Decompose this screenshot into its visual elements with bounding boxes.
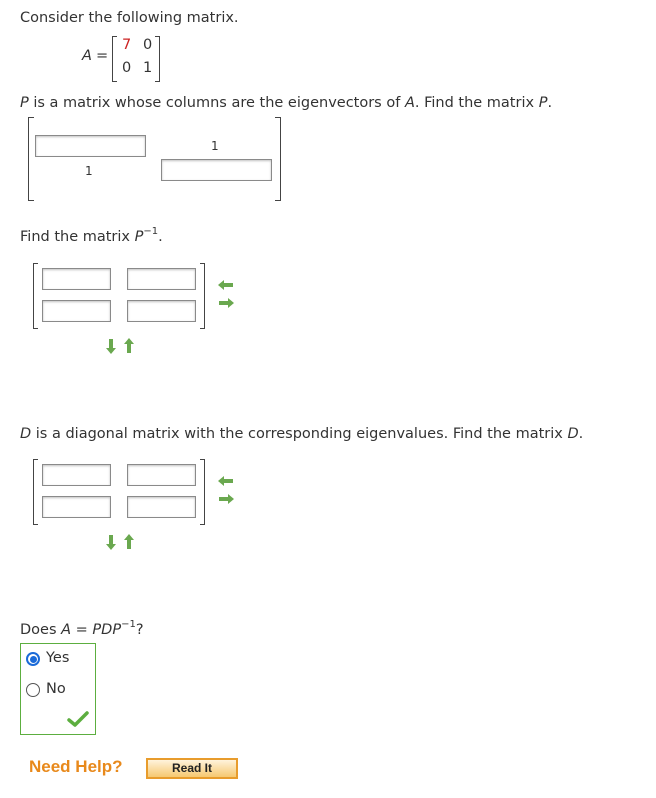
matrix-d-right-bracket	[200, 459, 205, 525]
a-symbol: A	[404, 95, 415, 111]
d-cell-2-2-input[interactable]	[127, 496, 196, 518]
yes-label[interactable]: Yes	[46, 650, 70, 666]
question-d-text	[20, 426, 583, 442]
d-remove-row-arrow-icon[interactable]	[124, 534, 134, 550]
d-symbol-2: D	[567, 426, 579, 442]
pinv-remove-column-arrow-icon[interactable]	[218, 280, 234, 290]
p-cell-1-2-value: 1	[211, 139, 219, 153]
p-symbol: P	[20, 95, 29, 111]
matrix-a-cell-2-2: 1	[143, 60, 153, 76]
d-add-row-arrow-icon[interactable]	[106, 534, 116, 550]
matrix-a-cell-1-1: 7	[122, 37, 132, 53]
question-p-pre: is a matrix whose columns are the eigenvectors of	[33, 95, 401, 111]
decomp-lhs: A	[61, 622, 72, 638]
pinv-cell-2-1-input[interactable]	[42, 300, 111, 322]
pinv-period: .	[158, 229, 163, 245]
decomp-question-mark: ?	[135, 622, 144, 638]
need-help-label: Need Help?	[29, 757, 123, 776]
d-cell-2-1-input[interactable]	[42, 496, 111, 518]
matrix-a-cell-2-1: 0	[122, 60, 132, 76]
period-2: .	[547, 95, 553, 111]
pinv-cell-2-2-input[interactable]	[127, 300, 196, 322]
yes-radio[interactable]	[26, 652, 40, 666]
decomp-rhs: PDP	[92, 622, 122, 638]
question-pinv-text	[20, 226, 163, 245]
intro-text: Consider the following matrix.	[20, 10, 239, 26]
d-cell-1-1-input[interactable]	[42, 464, 111, 486]
matrix-p-left-bracket	[28, 117, 34, 201]
matrix-a-label: A	[82, 48, 92, 64]
read-it-button[interactable]: Read It	[146, 758, 238, 779]
question-decomposition-text	[20, 619, 144, 638]
no-label[interactable]: No	[46, 681, 66, 697]
p-cell-2-2-input[interactable]	[161, 159, 272, 181]
d-cell-1-2-input[interactable]	[127, 464, 196, 486]
period: .	[414, 95, 420, 111]
d-period: .	[578, 426, 584, 442]
matrix-a-cell-1-2: 0	[143, 37, 153, 53]
pinv-remove-row-arrow-icon[interactable]	[124, 338, 134, 354]
question-p-text	[20, 95, 552, 111]
matrix-d-left-bracket	[33, 459, 38, 525]
pinv-cell-1-2-input[interactable]	[127, 268, 196, 290]
matrix-pinv-left-bracket	[33, 263, 38, 329]
pinv-symbol: P	[134, 229, 144, 245]
matrix-p-right-bracket	[275, 117, 281, 201]
pinv-superscript: −1	[143, 226, 159, 237]
question-pinv-pre: Find the matrix	[20, 229, 130, 245]
question-p-post: Find the matrix	[424, 95, 535, 111]
matrix-a-right-bracket	[155, 36, 160, 82]
matrix-pinv-right-bracket	[200, 263, 205, 329]
d-add-column-arrow-icon[interactable]	[218, 494, 234, 504]
pinv-add-column-arrow-icon[interactable]	[218, 298, 234, 308]
d-remove-column-arrow-icon[interactable]	[218, 476, 234, 486]
pinv-cell-1-1-input[interactable]	[42, 268, 111, 290]
d-symbol: D	[20, 426, 32, 442]
p-cell-1-1-input[interactable]	[35, 135, 146, 157]
no-radio[interactable]	[26, 683, 40, 697]
matrix-a-left-bracket	[112, 36, 117, 82]
question-d-pre: is a diagonal matrix with the corresponding eigenvalues. Find the matrix	[35, 426, 563, 442]
p-symbol-2: P	[538, 95, 548, 111]
question-decomp-pre: Does	[20, 622, 57, 638]
matrix-a-equals: =	[96, 48, 109, 64]
decomp-eq: =	[75, 622, 88, 638]
correct-checkmark-icon	[67, 711, 89, 727]
p-cell-2-1-value: 1	[85, 164, 93, 178]
decomp-superscript: −1	[121, 619, 136, 630]
pinv-add-row-arrow-icon[interactable]	[106, 338, 116, 354]
